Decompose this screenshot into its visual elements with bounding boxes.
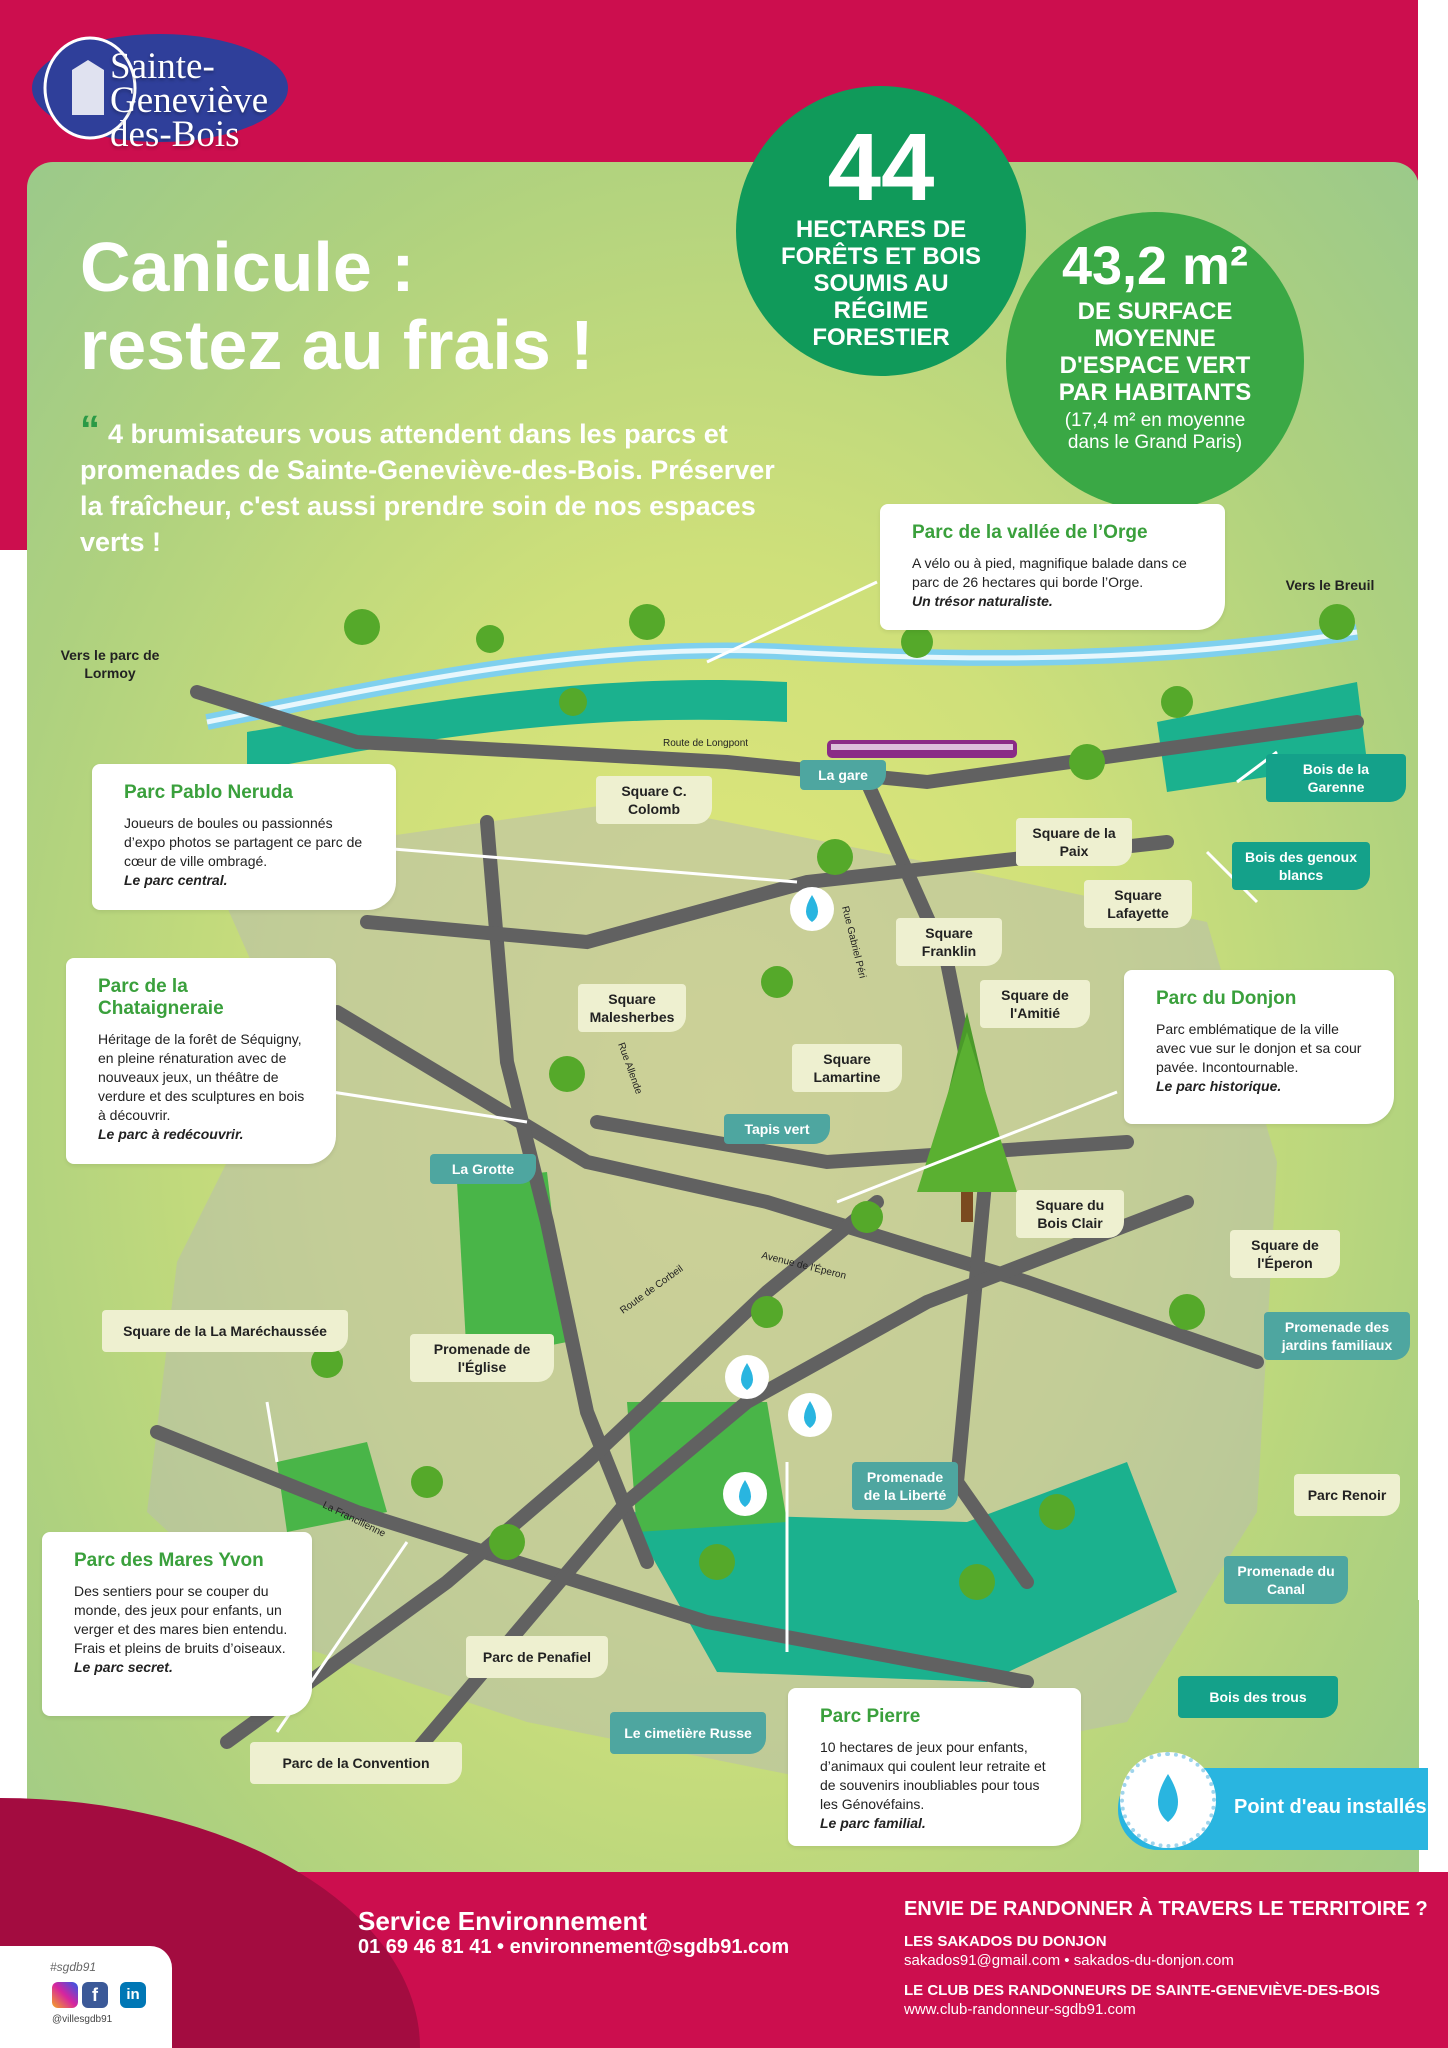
service-title: Service Environnement [358,1906,647,1936]
card-title: Parc du Donjon [1156,988,1297,1009]
intro-quote [80,408,780,560]
road-longpont: Route de Longpont [663,738,749,749]
card-parc-mares-yvon [42,1532,312,1716]
card-text: A vélo ou à pied, magnifique balade dans ce parc de 26 hectares qui borde l’Orge. [912,555,1187,590]
page-title [80,228,680,384]
club1-contact: sakados91@gmail.com • sakados-du-donjon.com [904,1952,1234,1969]
label-la-gare: La gare [800,760,886,790]
hashtag: #sgdb91 [50,1960,97,1974]
club1-name: LES SAKADOS DU DONJON [904,1933,1107,1950]
label-parc-convention: Parc de la Convention [250,1742,462,1784]
card-text: Joueurs de boules ou passionnés d’expo photos se partagent ce parc de cœur de ville ombragé. [124,815,363,869]
stat-text: DE SURFACE MOYENNE D'ESPACE VERT PAR HABITANTS [1058,298,1252,406]
card-tagline: Le parc historique. [1156,1078,1282,1094]
label-square-bois-clair: Square du Bois Clair [1016,1190,1124,1238]
label-promenade-canal: Promenade du Canal [1224,1556,1348,1604]
city-logo [30,30,300,155]
club2-contact: www.club-randonneur-sgdb91.com [904,2001,1136,2018]
label-cimetiere-russe: Le cimetière Russe [610,1712,766,1754]
label-square-paix: Square de la Paix [1016,818,1132,866]
road-corbeil: Route de Corbeil [618,1263,686,1317]
card-title: Parc des Mares Yvon [74,1550,264,1571]
social-handle: @villesgdb91 [52,2014,113,2025]
social-block [0,1946,172,2048]
card-tagline: Le parc secret. [74,1659,173,1675]
card-tagline: Un trésor naturaliste. [912,593,1053,609]
card-text: Parc emblématique de la ville avec vue sur le donjon et sa cour pavée. Incontournable. [1156,1021,1362,1075]
card-tagline: Le parc familial. [820,1815,926,1831]
stat-forest-hectares [736,86,1026,376]
label-square-lamartine: Square Lamartine [792,1044,902,1092]
quote-icon: “ [80,408,100,452]
card-parc-orge [880,504,1225,630]
card-tagline: Le parc central. [124,872,228,888]
label-parc-renoir: Parc Renoir [1294,1474,1400,1516]
label-square-lafayette: Square Lafayette [1084,880,1192,928]
card-parc-donjon [1124,970,1394,1124]
label-bois-garenne: Bois de la Garenne [1266,754,1406,802]
card-parc-chataigneraie [66,958,336,1164]
stat-note: (17,4 m² en moyenne dans le Grand Paris) [1064,410,1246,453]
quote-text: 4 brumisateurs vous attendent dans les parcs et promenades de Sainte-Geneviève-des-Bois. Préserver la fraîcheur, c'est aussi prendre soin de nos espaces verts ! [80,419,775,557]
card-parc-pierre [788,1688,1081,1846]
label-square-marechaussee: Square de la La Maréchaussée [102,1310,348,1352]
service-contact: 01 69 46 81 41 • environnement@sgdb91.com [358,1936,790,1958]
card-text: Héritage de la forêt de Séquigny, en pleine rénaturation avec de nouveaux jeux, un théâtre de verdure et des sculptures en bois à découvrir. [98,1031,305,1123]
logo-line-2: Geneviève [110,80,269,121]
label-bois-genoux-blancs: Bois des genoux blancs [1232,842,1370,890]
road-allende: Rue Allende [615,1041,644,1096]
card-tagline: Le parc à redécouvrir. [98,1126,244,1142]
label-bois-des-trous: Bois des trous [1178,1676,1338,1718]
label-square-colomb: Square C. Colomb [596,776,712,824]
label-promenade-jardins: Promenade des jardins familiaux [1264,1312,1410,1360]
label-parc-penafiel: Parc de Penafiel [466,1636,608,1678]
card-parc-neruda [92,764,396,910]
stat-number: 44 [827,114,935,221]
card-title: Parc de la vallée de l’Orge [912,522,1148,543]
stat-number: 43,2 m² [1061,236,1249,296]
label-square-malesherbes: Square Malesherbes [578,984,686,1032]
card-text: Des sentiers pour se couper du monde, des jeux pour enfants, un verger et des mares bien entendu. Frais et pleins de bruits d’oiseaux. [74,1583,288,1656]
road-eperon: Avenue de l'Éperon [760,1250,848,1282]
label-promenade-liberte: Promenade de la Liberté [852,1462,958,1510]
label-square-eperon: Square de l'Éperon [1230,1230,1340,1278]
instagram-icon[interactable] [52,1982,78,2008]
card-title: Parc Pierre [820,1706,921,1727]
legend-label: Point d'eau installés [1234,1796,1427,1818]
road-francilienne: La Francilienne [320,1499,387,1540]
direction-breuil: Vers le Breuil [1285,577,1375,593]
card-text: 10 hectares de jeux pour enfants, d’animaux qui coulent leur retraite et de souvenirs inoubliables pour tous les Génovéfains. [820,1739,1046,1812]
rando-title: ENVIE DE RANDONNER À TRAVERS LE TERRITOIRE ? [904,1898,1428,1920]
label-square-amitie: Square de l'Amitié [980,980,1090,1028]
road-gabriel-peri: Rue Gabriel Péri [839,905,868,980]
club2-name: LE CLUB DES RANDONNEURS DE SAINTE-GENEVIÈVE-DES-BOIS [904,1982,1380,1999]
label-la-grotte: La Grotte [430,1154,536,1184]
facebook-icon[interactable]: f [82,1982,108,2008]
label-promenade-eglise: Promenade de l'Église [410,1334,554,1382]
label-tapis-vert: Tapis vert [724,1114,830,1144]
title-line-2: restez au frais ! [80,306,594,384]
stat-text: HECTARES DE FORÊTS ET BOIS SOUMIS AU RÉGIME FORESTIER [780,216,981,351]
card-title: Parc Pablo Neruda [124,782,293,803]
card-title: Parc de la Chataigneraie [98,976,224,1019]
linkedin-icon[interactable]: in [120,1982,146,2008]
logo-text [110,46,269,155]
label-square-franklin: Square Franklin [896,918,1002,966]
logo-line-1: Sainte- [110,46,215,87]
direction-lormoy: Vers le parc de Lormoy [60,647,160,681]
right-margin [1418,0,1448,1600]
logo-line-3: des-Bois [110,114,240,155]
stat-green-space [1006,212,1304,510]
water-drop-icon [1120,1752,1216,1848]
title-line-1: Canicule : [80,228,415,306]
